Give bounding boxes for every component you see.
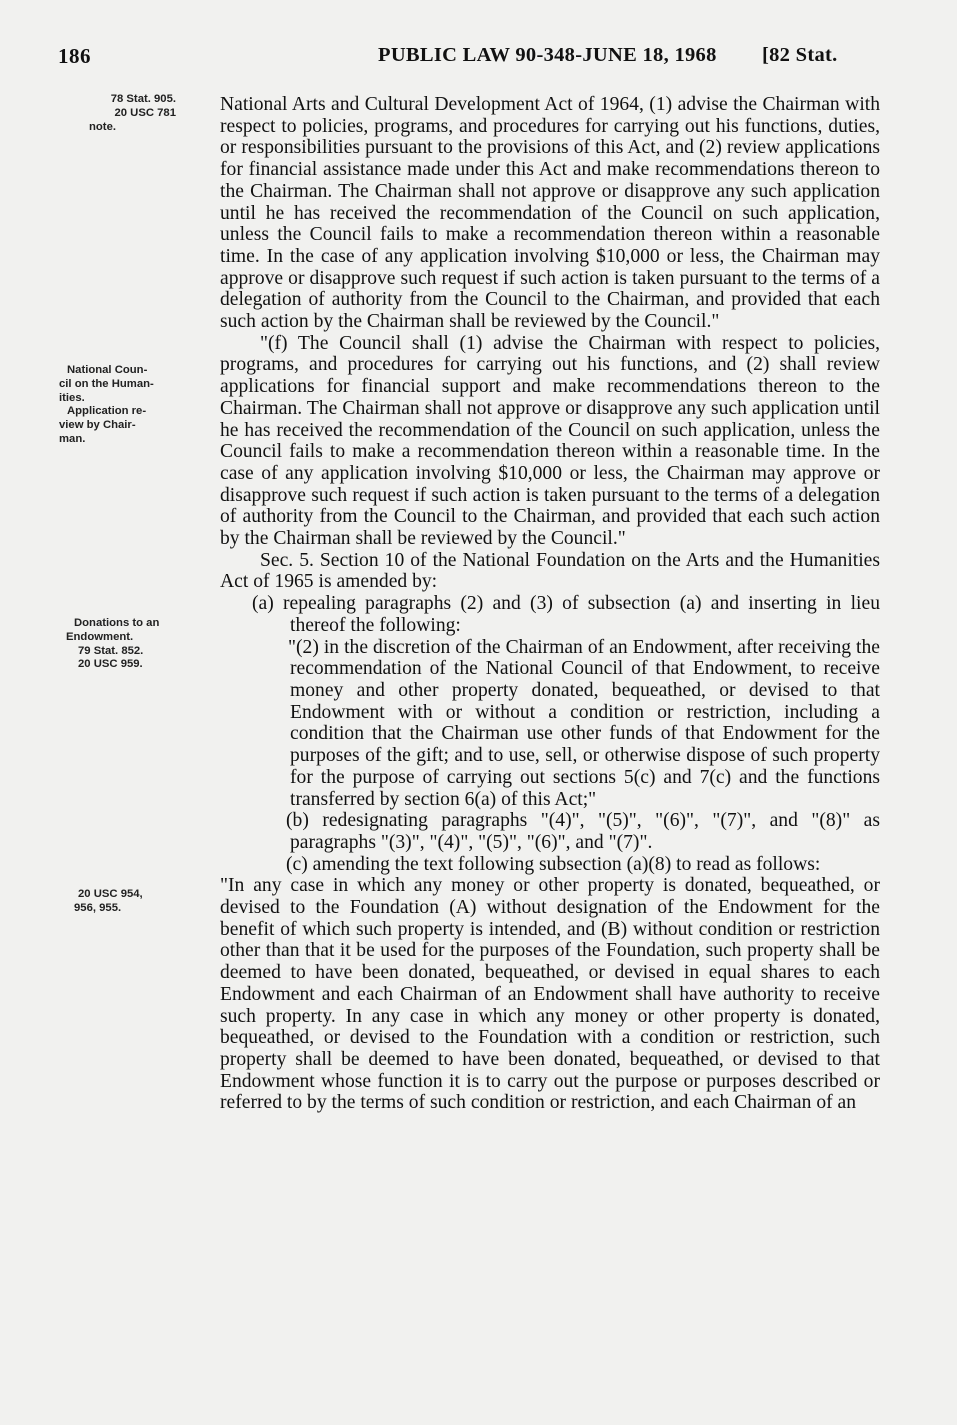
paragraph-item-c: (c) amending the text following subsection (a)(8) to read as follows: xyxy=(286,853,821,875)
margin-note-line: 78 Stat. 905. xyxy=(110,93,176,105)
paragraph-inserted-text: "(2) in the discretion of the Chairman of an Endowment, after receiving the recommendation of the National Council of that Endowment, to receive money and other property donated, bequeathed, or devised to that Endowment with or without a condition or restriction, including a condition that the Chairman use other funds of that Endowment for the purposes of the gift; and to use, sell, or otherwise dispose of such property for the purpose of carrying out sections 5(c) and 7(c) and the functions transferred by section 6(a) of this Act;" xyxy=(288,636,880,810)
paragraph-item-b: (b) redesignating paragraphs "(4)", "(5)", "(6)", "(7)", and "(8)" as paragraphs "(3)", "(4)", "(5)", "(6)", and "(7)". xyxy=(286,810,880,853)
margin-note-citation xyxy=(76,93,176,134)
margin-note-line: 20 USC 954, xyxy=(78,888,143,900)
statute-citation: [82 Stat. xyxy=(762,44,838,66)
paragraph-section-5: Sec. 5. Section 10 of the National Foundation on the Arts and the Humanities Act of 1965 is amended by: xyxy=(220,549,880,593)
margin-note-line: 79 Stat. 852. xyxy=(78,644,144,657)
margin-note-line: cil on the Human- xyxy=(59,377,154,390)
paragraph-item-a: (a) repealing paragraphs (2) and (3) of subsection (a) and inserting in lieu thereof the following: xyxy=(252,593,880,636)
margin-note-line: National Coun- xyxy=(67,364,148,376)
paragraph-council-review: National Arts and Cultural Development Act of 1964, (1) advise the Chairman with respect to policies, programs, and procedures for carrying out his functions, duties, or responsibilities pursuant to the provisions of this Act, and (2) review applications for financial assistance made under this Act and make recommendations thereon to the Chairman. The Chairman shall not approve or disapprove any such application until he has received the recommendation of the Council on such application, unless the Council fails to make a recommendation thereon within a reasonable time. In the case of any application involving $10,000 or less, the Chairman may approve or disapprove such request if such action is taken pursuant to the terms of a delegation of authority from the Council to the Chairman, and provided that each such action by the Chairman shall be reviewed by the Council." xyxy=(220,94,880,333)
margin-note-line: 956, 955. xyxy=(74,901,122,914)
margin-note-usc xyxy=(74,888,224,916)
margin-note-line: note. xyxy=(89,120,116,133)
running-title: PUBLIC LAW 90-348-JUNE 18, 1968 xyxy=(378,44,717,66)
margin-note-line: Donations to an xyxy=(74,617,160,629)
margin-note-line: man. xyxy=(59,432,86,445)
body-text xyxy=(220,94,880,1114)
margin-note-line: ities. xyxy=(59,391,85,404)
page-header xyxy=(0,44,957,74)
margin-note-council xyxy=(59,364,209,447)
margin-note-line: 20 USC 959. xyxy=(78,658,143,671)
margin-note-line: Application re- xyxy=(67,405,147,418)
paragraph-subsection-f: "(f) The Council shall (1) advise the Chairman with respect to policies, programs, and procedures for carrying out his functions, and (2) shall review applications for financial support and make recommendations thereon to the Chairman. The Chairman shall not approve or disapprove any such application until he has received the recommendation of the Council on such application, unless the Council fails to make a recommendation thereon within a reasonable time. In the case of any application involving $10,000 or less, the Chairman may approve or disapprove such request if such action is taken pursuant to the terms of a delegation of authority from the Council to the Chairman, and provided that each such action by the Chairman shall be reviewed by the Council." xyxy=(220,332,880,550)
paragraph-amended-text: "In any case in which any money or other property is donated, bequeathed, or devised to the Foundation (A) without designation of the Endowment for the benefit of which such property is intended, and (B) without condition or restriction other than that it be used for the purposes of the Foundation, such property shall be deemed to have been donated, bequeathed, or devised in equal shares to each Endowment and each Chairman of an Endowment shall have authority to receive such property. In any case in which any money or other property is donated, bequeathed, or devised to the Foundation with a condition or restriction, such property shall be deemed to have been donated, bequeathed, or devised to that Endowment whose function it is to carry out the purpose or purposes described or referred to by the terms of such condition or restriction, and each Chairman of an xyxy=(220,875,880,1114)
margin-note-donations xyxy=(66,617,216,672)
margin-note-line: view by Chair- xyxy=(59,419,136,432)
margin-note-line: 20 USC 781 xyxy=(114,106,176,119)
page-number: 186 xyxy=(58,44,91,68)
margin-note-line: Endowment. xyxy=(66,630,134,643)
